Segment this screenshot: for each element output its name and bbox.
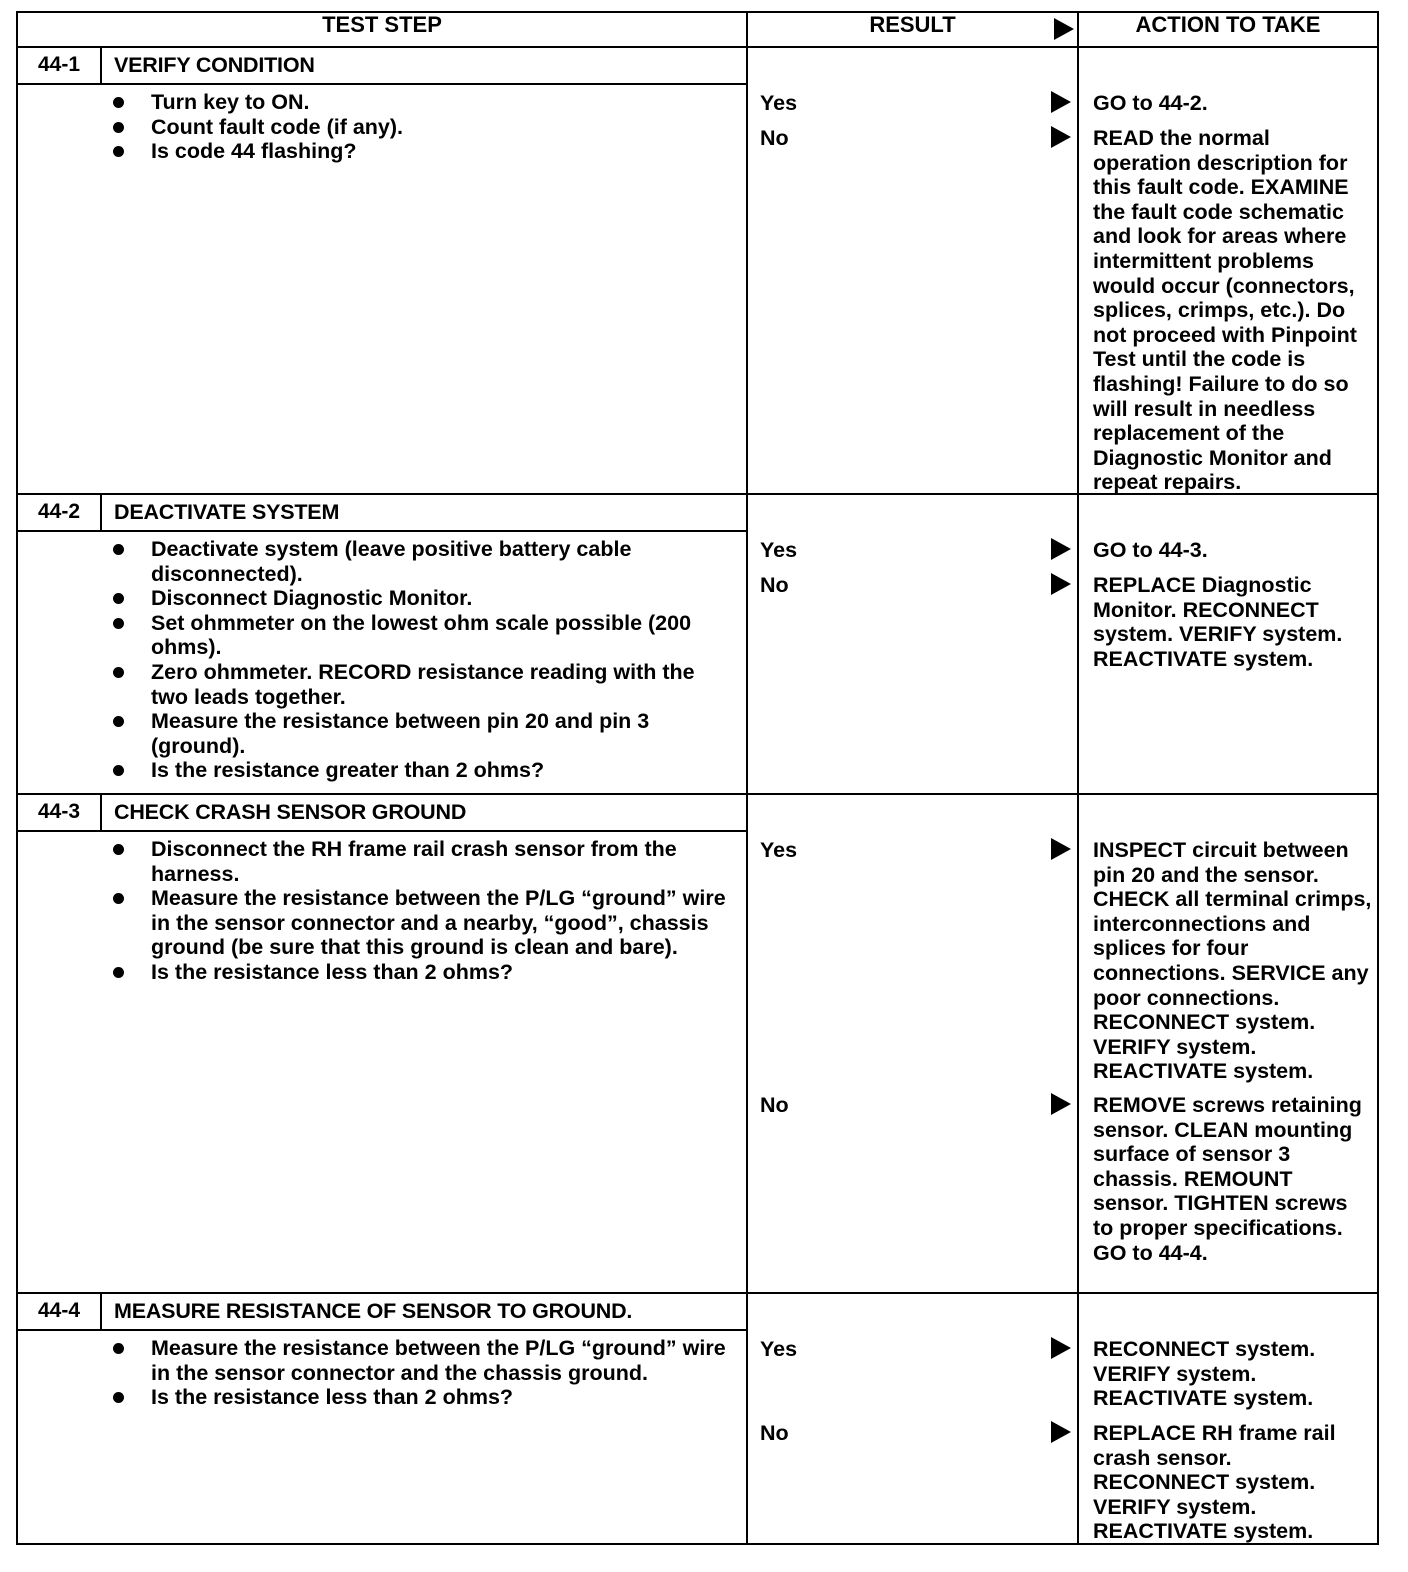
step-number: 44-1 [18,48,102,83]
instruction-item: Disconnect Diagnostic Monitor. [113,586,726,611]
action-no: REMOVE screws retaining sensor. CLEAN mounting surface of sensor 3 chassis. REMOUNT sensor. TIGHTEN screws to proper specifications. GO to 44-4. [1093,1092,1362,1265]
pinpoint-test-table [16,11,1379,1545]
action-yes: GO to 44-2. [1093,91,1208,115]
action-cell [1078,794,1378,1293]
action-no: REPLACE RH frame rail crash sensor. RECONNECT system. VERIFY system. REACTIVATE system. [1093,1420,1336,1544]
step-instructions [18,85,746,174]
arrow-icon [1051,538,1071,560]
step-header [18,48,746,85]
bullet-icon [113,667,124,678]
step-instructions [18,1331,746,1420]
action-yes: INSPECT circuit between pin 20 and the sensor. CHECK all terminal crimps, interconnections and splices for four connections. SERVICE any poor connections. RECONNECT system. VERIFY system. REACTIVATE system. [1093,837,1372,1084]
instruction-item: Zero ohmmeter. RECORD resistance reading with the two leads together. [113,660,726,709]
test-step-row [17,494,1378,794]
result-no: No [760,573,1071,597]
step-title: VERIFY CONDITION [114,53,315,78]
arrow-icon [1051,573,1071,595]
bullet-icon [113,1392,124,1403]
action-yes: RECONNECT system. VERIFY system. REACTIVATE system. [1093,1336,1316,1411]
test-step-header: TEST STEP [17,12,747,47]
step-instructions [18,832,746,995]
result-no: No [760,126,1071,150]
instruction-item: Disconnect the RH frame rail crash sensor from the harness. [113,837,726,886]
arrow-icon [1054,18,1074,40]
instruction-item: Is code 44 flashing? [113,139,726,164]
arrow-icon [1051,91,1071,113]
bullet-icon [113,544,124,555]
step-cell [17,1293,747,1544]
result-yes: Yes [760,538,1071,562]
bullet-icon [113,893,124,904]
step-cell [17,47,747,494]
arrow-icon [1051,1093,1071,1115]
arrow-icon [1051,1421,1071,1443]
step-title: CHECK CRASH SENSOR GROUND [114,800,467,825]
test-step-row [17,47,1378,494]
pinpoint-test-page [16,11,1377,1545]
bullet-icon [113,593,124,604]
step-cell [17,494,747,794]
instruction-item: Deactivate system (leave positive battery cable disconnected). [113,537,726,586]
result-cell [747,1293,1078,1544]
arrow-icon [1051,126,1071,148]
action-cell [1078,1293,1378,1544]
result-header-label: RESULT [869,12,956,37]
result-cell [747,494,1078,794]
action-no: REPLACE Diagnostic Monitor. RECONNECT system. VERIFY system. REACTIVATE system. [1093,573,1343,671]
test-step-row [17,1293,1378,1544]
result-yes: Yes [760,838,1071,862]
step-number: 44-2 [18,495,102,530]
instruction-item: Turn key to ON. [113,90,726,115]
bullet-icon [113,1343,124,1354]
step-header [18,1294,746,1331]
instruction-item: Measure the resistance between the P/LG “ground” wire in the sensor connector and the chassis ground. [113,1336,726,1385]
step-title: MEASURE RESISTANCE OF SENSOR TO GROUND. [114,1299,633,1324]
action-cell [1078,47,1378,494]
result-yes: Yes [760,1337,1071,1361]
bullet-icon [113,97,124,108]
result-header [747,12,1078,47]
step-number: 44-4 [18,1294,102,1329]
bullet-icon [113,146,124,157]
step-instructions [18,532,746,793]
result-cell [747,794,1078,1293]
action-no: READ the normal operation description for this fault code. EXAMINE the fault code schematic and look for areas where intermittent problems would occur (connectors, splices, crimps, etc.). Do not proceed with Pinpoint Test until the code is flashing! Failure to do so will result in needless replacement of the Diagnostic Monitor and repeat repairs. [1093,126,1357,495]
bullet-icon [113,844,124,855]
result-cell [747,47,1078,494]
result-no: No [760,1093,1071,1117]
step-header [18,495,746,532]
action-cell [1078,494,1378,794]
bullet-icon [113,618,124,629]
bullet-icon [113,122,124,133]
instruction-item: Measure the resistance between the P/LG “ground” wire in the sensor connector and a nearby, “good”, chassis ground (be sure that this ground is clean and bare). [113,886,726,960]
action-header: ACTION TO TAKE [1078,12,1378,47]
bullet-icon [113,967,124,978]
instruction-item: Is the resistance greater than 2 ohms? [113,758,726,783]
result-yes: Yes [760,91,1071,115]
arrow-icon [1051,1337,1071,1359]
step-cell [17,794,747,1293]
instruction-item: Is the resistance less than 2 ohms? [113,960,726,985]
arrow-icon [1051,838,1071,860]
bullet-icon [113,765,124,776]
test-step-row [17,794,1378,1293]
bullet-icon [113,716,124,727]
instruction-item: Count fault code (if any). [113,115,726,140]
instruction-item: Measure the resistance between pin 20 and pin 3 (ground). [113,709,726,758]
result-no: No [760,1421,1071,1445]
step-header [18,795,746,832]
action-yes: GO to 44-3. [1093,538,1208,562]
instruction-item: Is the resistance less than 2 ohms? [113,1385,726,1410]
instruction-item: Set ohmmeter on the lowest ohm scale possible (200 ohms). [113,611,726,660]
step-title: DEACTIVATE SYSTEM [114,500,340,525]
table-header-row [17,12,1378,47]
step-number: 44-3 [18,795,102,830]
